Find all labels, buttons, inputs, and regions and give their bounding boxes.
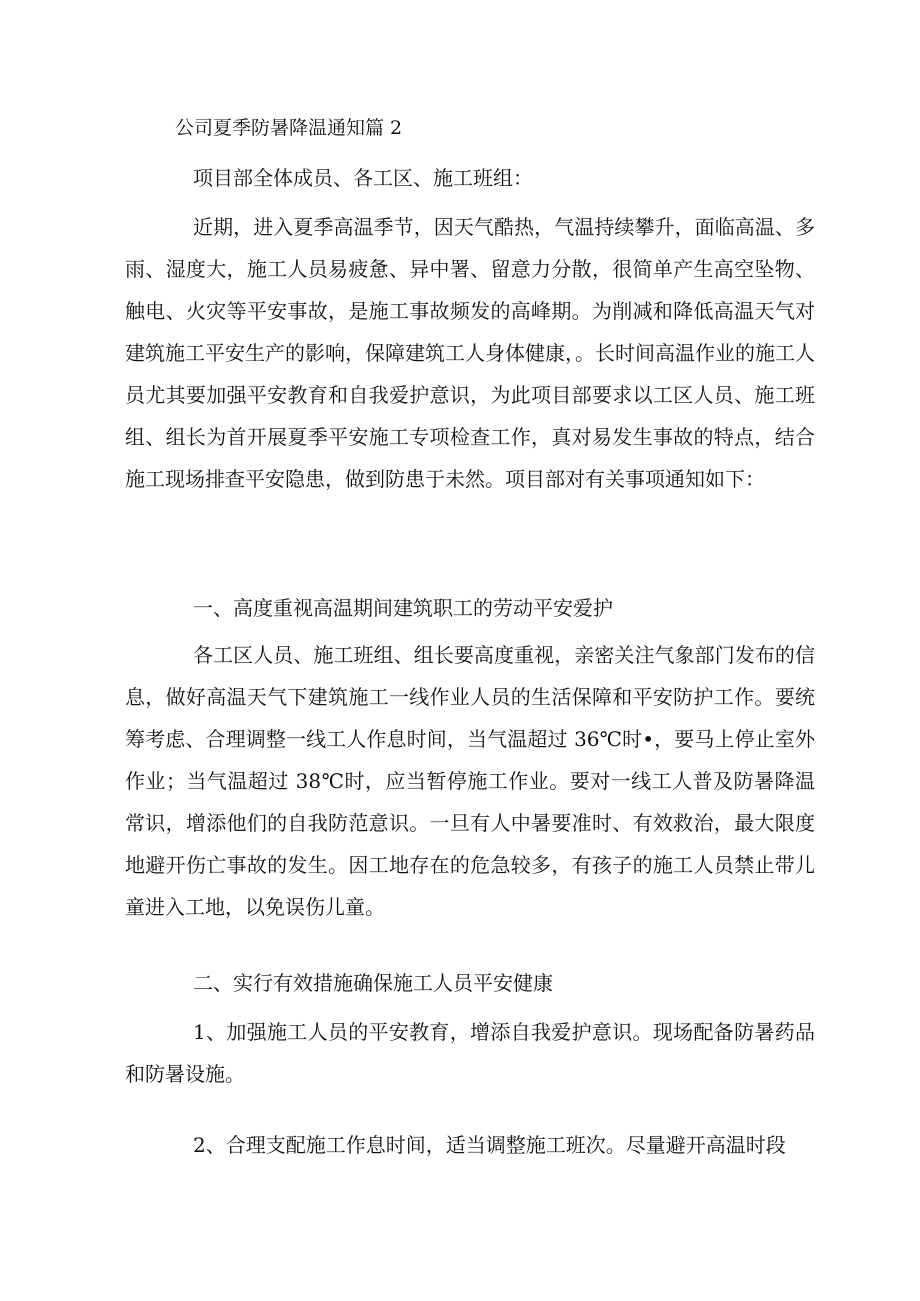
document-title: 公司夏季防暑降温通知篇 2 xyxy=(175,117,403,139)
section-2-heading: 二、实行有效措施确保施工人员平安健康 xyxy=(193,971,553,995)
intro-paragraph: 近期，进入夏季高温季节，因天气酷热，气温持续攀升，面临高温、多雨、湿度大，施工人员易疲惫、异中署、留意力分散，很简单产生高空坠物、触电、火灾等平安事故，是施工事故频发的高峰期。为削减和降低高温天气对建筑施工平安生产的影响，保障建筑工人身体健康，。长时间高温作业的施工人员尤其要加强平安教育和自我爱护意识，为此项目部要求以工区人员、施工班组、组长为首开展夏季平安施工专项检查工作，真对易发生事故的特点，结合施工现场排查平安隐患，做到防患于未然。项目部对有关事项通知如下： xyxy=(125,215,815,491)
salutation: 项目部全体成员、各工区、施工班组： xyxy=(193,166,533,190)
section-2-item-1: 1、加强施工人员的平安教育，增添自我爱护意识。现场配备防暑药品和防暑设施。 xyxy=(125,1020,815,1086)
section-1-paragraph: 各工区人员、施工班组、组长要高度重视，亲密关注气象部门发布的信息，做好高温天气下建筑施工一线作业人员的生活保障和平安防护工作。要统筹考虑、合理调整一线工人作息时间，当气温超过 36℃时•，要马上停止室外作业；当气温超过 38℃时，应当暂停施工作业。要对一线工人普及防暑降温常识，增添他们的自我防范意识。一旦有人中暑要准时、有效救治，最大限度地避开伤亡事故的发生。因工地存在的危急较多，有孩子的施工人员禁止带儿童进入工地，以免误伤儿童。 xyxy=(125,643,815,919)
section-1-heading: 一、高度重视高温期间建筑职工的劳动平安爱护 xyxy=(193,596,613,620)
section-2-item-2: 2、合理支配施工作息时间，适当调整施工班次。尽量避开高温时段 xyxy=(193,1133,786,1157)
